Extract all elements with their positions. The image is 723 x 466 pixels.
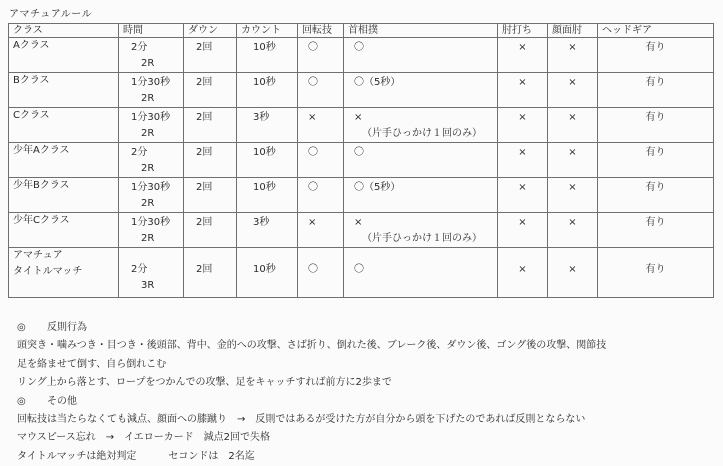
round-time: 1分30秒 <box>131 217 171 228</box>
round-time: 1分30秒 <box>131 77 171 88</box>
clinch-cell <box>344 73 498 108</box>
time-cell <box>119 38 184 73</box>
class-cell <box>9 143 119 178</box>
foul-heading <box>17 319 606 337</box>
round-time: 2分 <box>131 42 148 53</box>
note-text: セコンドは 2名迄 <box>168 450 255 462</box>
clinch-cell <box>344 213 498 248</box>
class-cell <box>9 248 119 298</box>
count-cell: 3秒 <box>237 213 298 248</box>
table-row <box>9 248 714 298</box>
headgear-cell: 有り <box>598 178 714 213</box>
clinch-value: 〇（5秒） <box>354 77 401 88</box>
amateur-rules-table <box>8 23 714 298</box>
elbow-cell: × <box>498 108 548 143</box>
class-name: 少年Cクラス <box>13 215 70 226</box>
time-cell <box>119 143 184 178</box>
round-count: 2R <box>141 128 155 139</box>
note-line: 回転技は当たらなくても減点、顔面への膝蹴り → 反則ではあるが受けた方が自分から頭を下げたのであれば反則とならない <box>17 414 586 426</box>
column-header: ダウン <box>184 24 237 38</box>
elbow-cell: × <box>498 143 548 178</box>
table-row <box>9 178 714 213</box>
class-name: Bクラス <box>13 75 50 86</box>
down-cell: 2回 <box>184 143 237 178</box>
notes-section <box>17 319 606 466</box>
note-line: 頭突き・噛みつき・目つき・後頭部、背中、金的への攻撃、さば折り、倒れた後、ブレーク後、ダウン後、ゴング後の攻撃、関節技 <box>17 340 607 352</box>
class-name: アマチュア <box>13 250 63 261</box>
column-header: 肘打ち <box>498 24 548 38</box>
headgear-cell: 有り <box>598 248 714 298</box>
down-cell: 2回 <box>184 38 237 73</box>
headgear-cell: 有り <box>598 108 714 143</box>
down-cell: 2回 <box>184 248 237 298</box>
face-elbow-cell: × <box>548 38 598 73</box>
table-row <box>9 213 714 248</box>
bullet-mark: ◎ <box>17 395 26 407</box>
column-header: ヘッドギア <box>598 24 714 38</box>
headgear-cell: 有り <box>598 38 714 73</box>
column-header: 回転技 <box>298 24 344 38</box>
class-name: 少年Bクラス <box>13 180 70 191</box>
clinch-note: （片手ひっかけ１回のみ） <box>362 128 482 139</box>
note-line: 足を絡ませて倒す、自ら倒れこむ <box>17 358 167 370</box>
round-count: 2R <box>141 93 155 104</box>
column-header: 顔面肘 <box>548 24 598 38</box>
face-elbow-cell: × <box>548 248 598 298</box>
round-count: 2R <box>141 58 155 69</box>
time-cell <box>119 248 184 298</box>
table-row <box>9 108 714 143</box>
column-header: 首相撲 <box>344 24 498 38</box>
other-heading <box>17 393 606 411</box>
count-cell: 10秒 <box>237 248 298 298</box>
section-title: その他 <box>47 395 77 407</box>
face-elbow-cell: × <box>548 213 598 248</box>
class-cell <box>9 213 119 248</box>
headgear-cell: 有り <box>598 143 714 178</box>
clinch-cell <box>344 248 498 298</box>
time-cell <box>119 73 184 108</box>
count-cell: 3秒 <box>237 108 298 143</box>
table-row <box>9 73 714 108</box>
round-time: 2分 <box>131 264 148 275</box>
clinch-value: 〇（5秒） <box>354 182 401 193</box>
bullet-mark: ◎ <box>17 322 26 333</box>
clinch-cell <box>344 38 498 73</box>
clinch-value: 〇 <box>354 147 364 158</box>
round-count: 2R <box>141 163 155 174</box>
down-cell: 2回 <box>184 178 237 213</box>
clinch-value: 〇 <box>354 42 364 53</box>
spin-technique-cell: 〇 <box>298 248 344 298</box>
count-cell: 10秒 <box>237 178 298 213</box>
spin-technique-cell: 〇 <box>298 143 344 178</box>
time-cell <box>119 178 184 213</box>
down-cell: 2回 <box>184 213 237 248</box>
clinch-note: （片手ひっかけ１回のみ） <box>362 233 482 244</box>
column-header: カウント <box>237 24 298 38</box>
face-elbow-cell: × <box>548 108 598 143</box>
note-line: マウスピース忘れ → イエローカード 減点2回で失格 <box>17 432 270 444</box>
class-cell <box>9 178 119 213</box>
time-cell <box>119 213 184 248</box>
face-elbow-cell: × <box>548 178 598 213</box>
class-name: Aクラス <box>13 40 50 51</box>
count-cell: 10秒 <box>237 143 298 178</box>
spin-technique-cell: 〇 <box>298 38 344 73</box>
class-name: 少年Aクラス <box>13 145 70 156</box>
note-text: タイトルマッチは絶対判定 <box>17 450 137 462</box>
down-cell: 2回 <box>184 73 237 108</box>
elbow-cell: × <box>498 213 548 248</box>
clinch-value: 〇 <box>354 264 364 275</box>
face-elbow-cell: × <box>548 143 598 178</box>
clinch-cell <box>344 178 498 213</box>
class-cell <box>9 108 119 143</box>
round-time: 1分30秒 <box>131 112 171 123</box>
clinch-value: × <box>354 112 363 123</box>
spin-technique-cell: 〇 <box>298 73 344 108</box>
count-cell: 10秒 <box>237 73 298 108</box>
headgear-cell: 有り <box>598 213 714 248</box>
clinch-cell <box>344 108 498 143</box>
round-count: 2R <box>141 233 155 244</box>
time-cell <box>119 108 184 143</box>
spin-technique-cell: × <box>298 213 344 248</box>
round-time: 2分 <box>131 147 148 158</box>
spin-technique-cell: × <box>298 108 344 143</box>
note-line: リング上から落とす、ロープをつかんでの攻撃、足をキャッチすれば前方に2歩まで <box>17 377 392 389</box>
spin-technique-cell: 〇 <box>298 178 344 213</box>
class-cell <box>9 38 119 73</box>
class-name-line2: タイトルマッチ <box>13 266 83 277</box>
class-name: Cクラス <box>13 110 50 121</box>
section-title: 反則行為 <box>47 322 87 333</box>
document-title: アマチュアルール <box>9 9 93 20</box>
headgear-cell: 有り <box>598 73 714 108</box>
elbow-cell: × <box>498 248 548 298</box>
round-time: 1分30秒 <box>131 182 171 193</box>
clinch-value: × <box>354 217 363 228</box>
round-count: 2R <box>141 198 155 209</box>
table-header-row <box>9 24 714 38</box>
table-row <box>9 38 714 73</box>
round-count: 3R <box>141 280 155 291</box>
elbow-cell: × <box>498 178 548 213</box>
count-cell: 10秒 <box>237 38 298 73</box>
elbow-cell: × <box>498 38 548 73</box>
column-header: クラス <box>9 24 119 38</box>
elbow-cell: × <box>498 73 548 108</box>
table-row <box>9 143 714 178</box>
clinch-cell <box>344 143 498 178</box>
class-cell <box>9 73 119 108</box>
down-cell: 2回 <box>184 108 237 143</box>
face-elbow-cell: × <box>548 73 598 108</box>
column-header: 時間 <box>119 24 184 38</box>
